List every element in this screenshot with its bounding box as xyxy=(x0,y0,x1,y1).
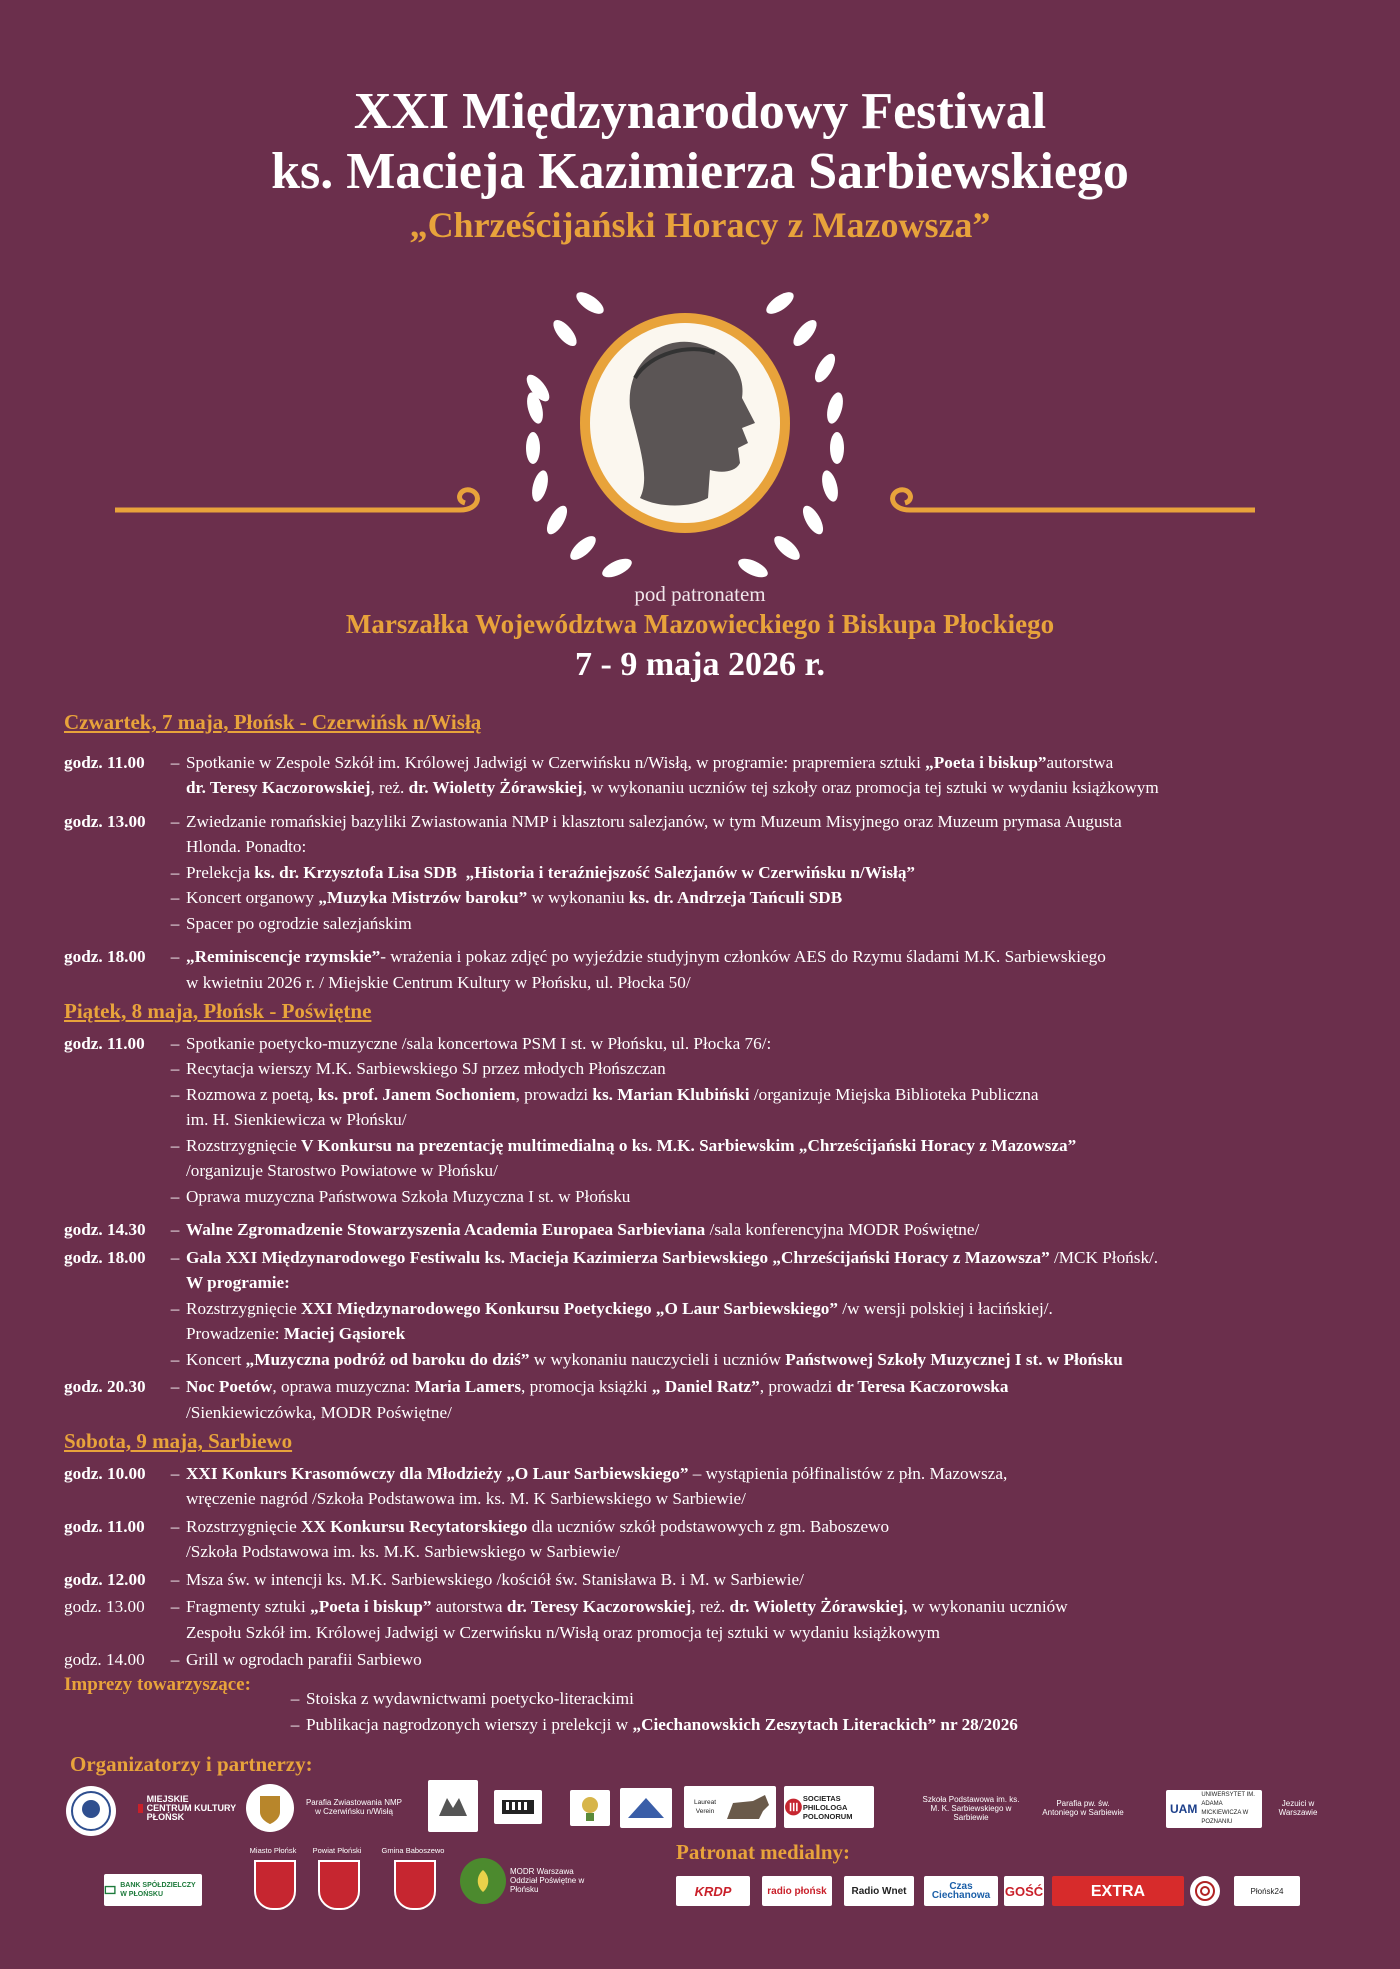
powiat-crest-icon xyxy=(318,1860,360,1910)
fox-logo xyxy=(428,1780,478,1832)
plonsk24-logo: Płońsk24 xyxy=(1234,1876,1300,1906)
title-line-2: ks. Macieja Kazimierza Sarbiewskiego xyxy=(271,143,1129,200)
event-row: godz. 11.00 – Rozstrzygnięcie XX Konkursu Recytatorskiego dla uczniów szkół podstawowych z gm. Baboszewo /Szkoła Podstawowa im. ks. M.K. Sarbiewskiego w Sarbiewie/ xyxy=(64,1516,890,1561)
parafia-nmp-logo: Parafia Zwiastowania NMP w Czerwińsku n/Wisłą xyxy=(305,1798,403,1816)
sub-item: – Spacer po ogrodzie salezjańskim xyxy=(170,913,412,933)
modr-icon xyxy=(460,1858,506,1904)
gosc-logo: GOŚĆ xyxy=(1004,1876,1044,1906)
miasto-label: Miasto Płońsk xyxy=(249,1846,297,1855)
schedule xyxy=(64,706,1364,1673)
krdp-logo: KRDP xyxy=(676,1876,750,1906)
day-heading-saturday: Sobota, 9 maja, Sarbiewo xyxy=(64,1429,293,1453)
day-heading-friday: Piątek, 8 maja, Płońsk - Poświętne xyxy=(64,999,372,1023)
event-row: godz. 14.30 – Walne Zgromadzenie Stowarzyszenia Academia Europaea Sarbieviana /sala konferencyjna MODR Poświętne/ xyxy=(64,1220,980,1239)
parafia-antoni-logo: Parafia pw. św. Antoniego w Sarbiewie xyxy=(1042,1799,1124,1817)
list-item: – Stoiska z wydawnictwami poetycko-literackimi xyxy=(290,1689,634,1708)
laureat-logo: Laureat Verein xyxy=(684,1786,776,1828)
event-row: godz. 18.00 – Gala XXI Międzynarodowego Festiwalu ks. Macieja Kazimierza Sarbiewskiego „Chrześcijański Horacy z Mazowsza” /MCK Płońsk/. W programie: xyxy=(64,1247,1159,1292)
companion-heading: Imprezy towarzyszące: xyxy=(64,1674,251,1695)
piano-logo xyxy=(494,1790,542,1824)
event-row: godz. 11.00 – Spotkanie w Zespole Szkół im. Królowej Jadwigi w Czerwińsku n/Wisłą, w programie: prapremiera sztuki „Poeta i biskup”autorstwa dr. Teresy Kaczorowskiej, reż. dr. Wioletty Żórawskiej, w wykonaniu uczniów tej szkoły oraz promocja tej sztuki w wydaniu książkowym xyxy=(64,752,1159,797)
sub-item: – Rozstrzygnięcie V Konkursu na prezentację multimedialną o ks. M.K. Sarbiewskim „Chrześcijański Horacy z Mazowsza” /organizuje Starostwo Powiatowe w Płońsku/ xyxy=(170,1135,1077,1180)
jezuici-logo: Jezuici w Warszawie xyxy=(1278,1799,1318,1817)
event-row: godz. 13.00 – Fragmenty sztuki „Poeta i biskup” autorstwa dr. Teresy Kaczorowskiej, reż. dr. Wioletty Żórawskiej, w wykonaniu uczniów Zespołu Szkół im. Królowej Jadwigi w Czerwińsku n/Wisłą oraz promocja tej sztuki w wydaniu książkowym xyxy=(64,1597,1068,1642)
event-row: godz. 12.00 – Msza św. w intencji ks. M.K. Sarbiewskiego /kościół św. Stanisława B. i M. w Sarbiewie/ xyxy=(64,1569,804,1589)
event-row: godz. 11.00 – Spotkanie poetycko-muzyczne /sala koncertowa PSM I st. w Płońsku, ul. Płocka 76/: xyxy=(64,1033,772,1053)
sub-item: – Oprawa muzyczna Państwowa Szkoła Muzyczna I st. w Płońsku xyxy=(170,1186,631,1206)
event-row: godz. 14.00 – Grill w ogrodach parafii Sarbiewo xyxy=(64,1650,422,1669)
patronage-label: pod patronatem xyxy=(634,582,766,606)
day-heading-thursday: Czwartek, 7 maja, Płońsk - Czerwińsk n/Wisłą xyxy=(64,710,482,734)
spiral-logo xyxy=(1190,1876,1220,1906)
event-row: godz. 20.30 – Noc Poetów, oprawa muzyczna: Maria Lamers, promocja książki „ Daniel Ratz”, prowadzi dr Teresa Kaczorowska /Sienkiewiczówka, MODR Poświętne/ xyxy=(64,1377,1009,1422)
sub-item: – Koncert „Muzyczna podróż od baroku do dziś” w wykonaniu nauczycieli i uczniów Państwowej Szkoły Muzycznej I st. w Płońsku xyxy=(170,1349,1123,1369)
extra-logo: EXTRA xyxy=(1052,1876,1184,1906)
uam-logo: UAM UNIWERSYTET IM. ADAMA MICKIEWICZA W POZNANIU xyxy=(1166,1790,1262,1828)
partners-heading: Organizatorzy i partnerzy: xyxy=(70,1752,313,1776)
societas-logo: SOCIETAS PHILOLOGA POLONORUM xyxy=(784,1786,874,1828)
list-item: – Publikacja nagrodzonych wierszy i prelekcji w „Ciechanowskich Zeszytach Literackich” nr 28/2026 xyxy=(290,1715,1018,1734)
sub-item: – Rozmowa z poetą, ks. prof. Janem Sochoniem, prowadzi ks. Marian Klubiński /organizuje Miejska Biblioteka Publiczna im. H. Sienkiewicza w Płońsku/ xyxy=(170,1084,1039,1129)
event-row: godz. 13.00 – Zwiedzanie romańskiej bazyliki Zwiastowania NMP i klasztoru salezjanów, w tym Muzeum Misyjnego oraz Muzeum prymasa Augusta Hlonda. Ponadto: xyxy=(64,811,1122,856)
aes-logo xyxy=(66,1786,116,1836)
patronage-name: Marszałka Województwa Mazowieckiego i Biskupa Płockiego xyxy=(345,609,1055,639)
czas-logo: Czas Ciechanowa xyxy=(924,1876,998,1906)
portrait-wreath-emblem xyxy=(110,258,1260,578)
bank-logo: BANK SPÓŁDZIELCZY W PŁOŃSKU xyxy=(104,1874,202,1906)
media-heading: Patronat medialny: xyxy=(676,1840,851,1864)
sub-item: – Recytacja wierszy M.K. Sarbiewskiego SJ przez młodych Płońszczan xyxy=(170,1059,666,1078)
patronage-block xyxy=(0,582,1400,684)
modr-label: MODR Warszawa Oddział Poświętne w Płońsku xyxy=(510,1866,585,1894)
sub-item: – Rozstrzygnięcie XXI Międzynarodowego Konkursu Poetyckiego „O Laur Sarbiewskiego” /w wersji polskiej i łacińskiej/. Prowadzenie: Maciej Gąsiorek xyxy=(170,1298,1053,1343)
event-row: godz. 18.00 – „Reminiscencje rzymskie”- wrażenia i pokaz zdjęć po wyjeździe studyjnym członków AES do Rzymu śladami M.K. Sarbiewskiego w kwietniu 2026 r. / Miejskie Centrum Kultury w Płońsku, ul. Płocka 50/ xyxy=(64,947,1106,992)
sp-sarbiewo-logo: Szkoła Podstawowa im. ks. M. K. Sarbiewskiego w Sarbiewie xyxy=(922,1794,1020,1822)
award-logo xyxy=(570,1790,610,1826)
companion-events xyxy=(64,1672,1364,1734)
event-row: godz. 10.00 – XXI Konkurs Krasomówczy dla Młodzieży „O Laur Sarbiewskiego” – wystąpienia półfinalistów z płn. Mazowsza, wręczenie nagród /Szkoła Podstawowa im. ks. M. K Sarbiewskiego w Sarbiewie/ xyxy=(64,1463,1008,1508)
blue-logo xyxy=(620,1788,672,1828)
sub-item: – Prelekcja ks. dr. Krzysztofa Lisa SDB „Historia i teraźniejszość Salezjanów w Czerwińsku n/Wisłą” xyxy=(170,862,916,882)
subtitle: „Chrześcijański Horacy z Mazowsza” xyxy=(409,205,991,245)
poster-header xyxy=(0,82,1400,248)
festival-date: 7 - 9 maja 2026 r. xyxy=(575,646,825,683)
gmina-crest-icon xyxy=(394,1860,436,1910)
sub-item: – Koncert organowy „Muzyka Mistrzów baroku” w wykonaniu ks. dr. Andrzeja Tańculi SDB xyxy=(170,888,843,907)
radio-wnet-logo: Radio Wnet xyxy=(844,1876,914,1906)
crest-logo xyxy=(246,1784,294,1832)
mck-logo: MIEJSKIE CENTRUM KULTURY PŁOŃSK xyxy=(138,1788,236,1828)
miasto-crest-icon xyxy=(254,1860,296,1910)
radio-plonsk-logo: radio płońsk xyxy=(762,1876,832,1906)
title-line-1: XXI Międzynarodowy Festiwal xyxy=(353,83,1047,140)
powiat-label: Powiat Płoński xyxy=(312,1846,362,1855)
gmina-label: Gmina Baboszewo xyxy=(381,1846,445,1855)
